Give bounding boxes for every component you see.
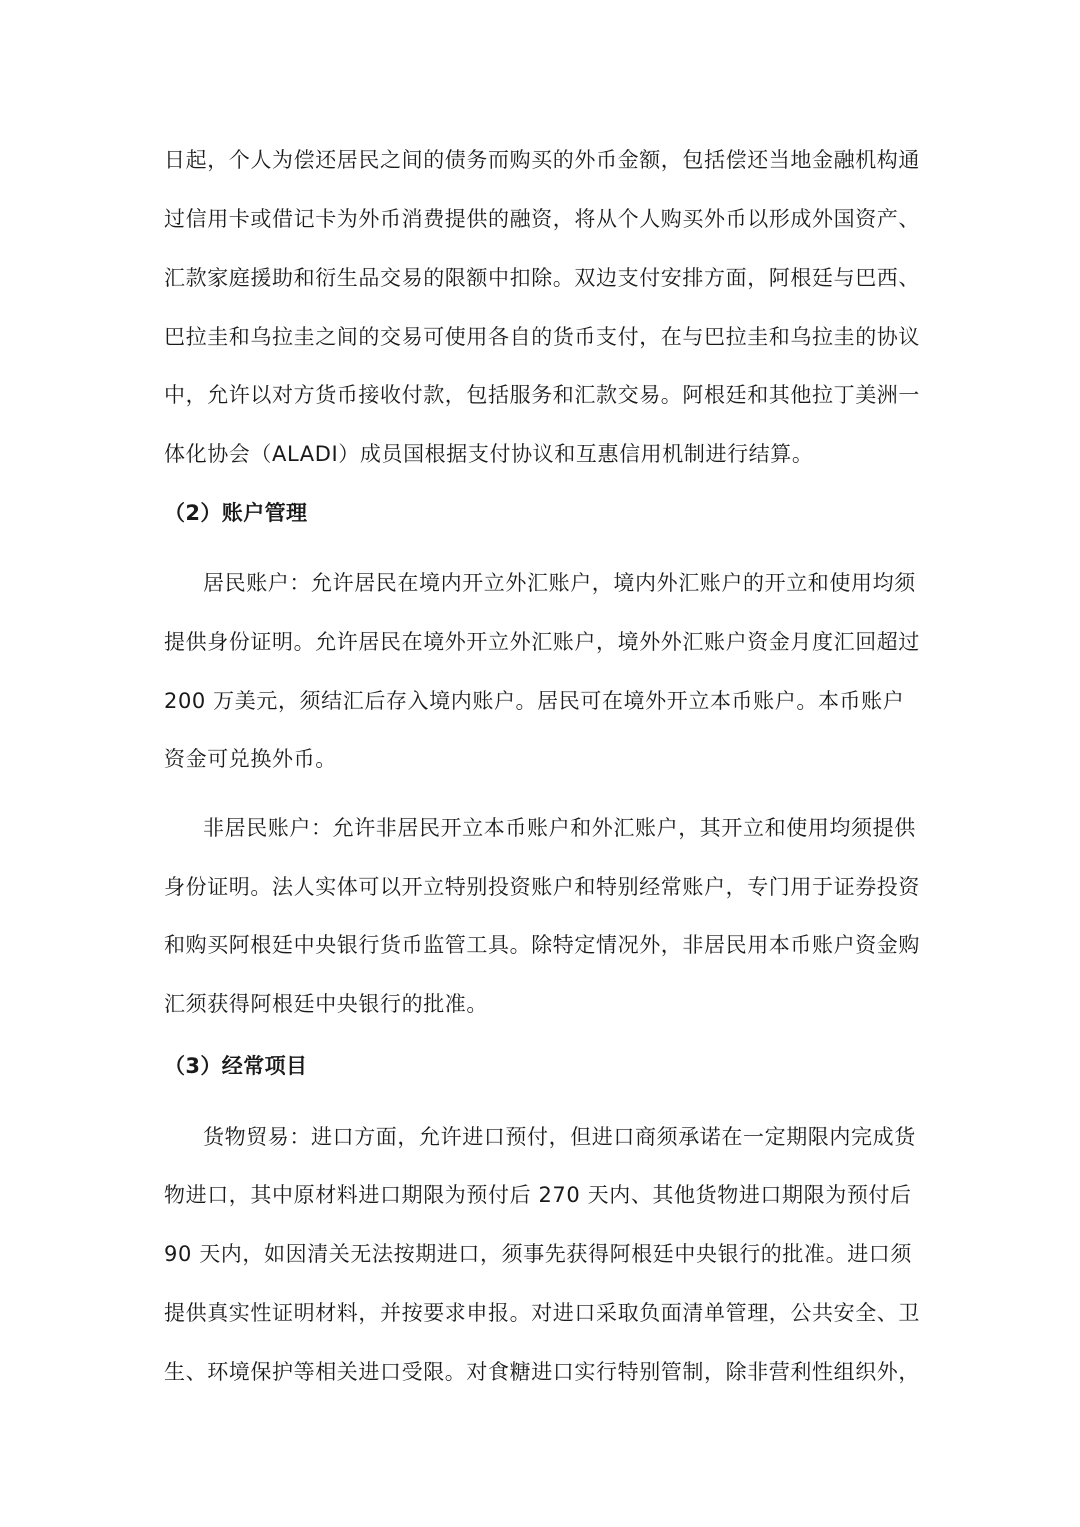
section-heading-account-management: （2）账户管理	[164, 501, 308, 525]
paragraph-4-line-4: 提供真实性证明材料，并按要求申报。对进口采取负面清单管理，公共安全、卫	[164, 1301, 920, 1325]
paragraph-1-line-2: 过信用卡或借记卡为外币消费提供的融资，将从个人购买外币以形成外国资产、	[164, 207, 920, 231]
paragraph-4-line-2: 物进口，其中原材料进口期限为预付后 270 天内、其他货物进口期限为预付后	[164, 1183, 912, 1207]
paragraph-1-line-6: 体化协会（ALADI）成员国根据支付协议和互惠信用机制进行结算。	[164, 442, 814, 466]
paragraph-2-line-2: 提供身份证明。允许居民在境外开立外汇账户，境外外汇账户资金月度汇回超过	[164, 630, 920, 654]
paragraph-3-line-2: 身份证明。法人实体可以开立特别投资账户和特别经常账户，专门用于证券投资	[164, 875, 920, 899]
paragraph-1-line-3: 汇款家庭援助和衍生品交易的限额中扣除。双边支付安排方面，阿根廷与巴西、	[164, 266, 920, 290]
section-heading-current-account: （3）经常项目	[164, 1054, 308, 1078]
paragraph-4-line-5: 生、环境保护等相关进口受限。对食糖进口实行特别管制，除非营利性组织外，	[164, 1360, 920, 1384]
paragraph-2-line-4: 资金可兑换外币。	[164, 747, 337, 771]
paragraph-4-line-3: 90 天内，如因清关无法按期进口，须事先获得阿根廷中央银行的批准。进口须	[164, 1242, 912, 1266]
paragraph-2-line-3: 200 万美元，须结汇后存入境内账户。居民可在境外开立本币账户。本币账户	[164, 689, 905, 713]
paragraph-2-line-1: 居民账户：允许居民在境内开立外汇账户，境内外汇账户的开立和使用均须	[203, 571, 916, 595]
paragraph-3-line-1: 非居民账户：允许非居民开立本币账户和外汇账户，其开立和使用均须提供	[203, 816, 916, 840]
paragraph-1-line-1: 日起，个人为偿还居民之间的债务而购买的外币金额，包括偿还当地金融机构通	[164, 148, 920, 172]
paragraph-4-line-1: 货物贸易：进口方面，允许进口预付，但进口商须承诺在一定期限内完成货	[203, 1125, 916, 1149]
paragraph-3-line-3: 和购买阿根廷中央银行货币监管工具。除特定情况外，非居民用本币账户资金购	[164, 933, 920, 957]
paragraph-1-line-5: 中，允许以对方货币接收付款，包括服务和汇款交易。阿根廷和其他拉丁美洲一	[164, 383, 920, 407]
paragraph-1-line-4: 巴拉圭和乌拉圭之间的交易可使用各自的货币支付，在与巴拉圭和乌拉圭的协议	[164, 325, 920, 349]
paragraph-3-line-4: 汇须获得阿根廷中央银行的批准。	[164, 992, 488, 1016]
